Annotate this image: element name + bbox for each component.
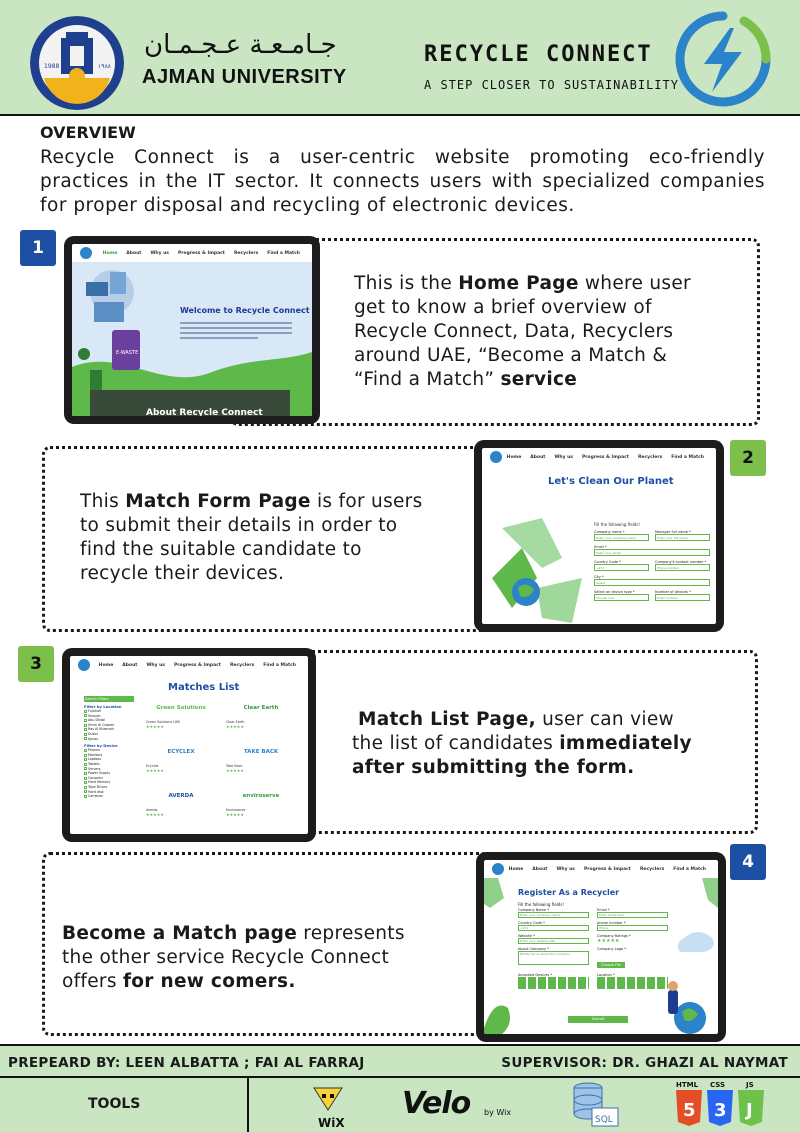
js-label: JS — [746, 1081, 754, 1089]
match-list-tablet — [62, 648, 316, 842]
nav-progress[interactable]: Progress & Impact — [582, 454, 629, 460]
screen-nav — [484, 860, 718, 878]
screen-nav — [72, 244, 312, 262]
credits-bar — [0, 1044, 800, 1078]
company-logo: Green Solutions — [156, 705, 206, 711]
checkbox-icon[interactable] — [84, 763, 87, 766]
filter-option-label: Sharjah — [88, 713, 101, 718]
company-rating-stars[interactable]: ★★★★★ — [597, 938, 620, 944]
register-tablet — [476, 852, 726, 1042]
field-label: Website * — [518, 934, 535, 938]
nav-about[interactable]: About — [126, 250, 142, 256]
company-name-input[interactable]: Enter your company name — [518, 912, 589, 918]
js-glyph: J — [746, 1100, 753, 1121]
wix-logo-icon — [308, 1080, 348, 1132]
filter-sidebar — [84, 696, 134, 799]
nav-find-match[interactable]: Find a Match — [267, 250, 300, 256]
screen-nav — [482, 448, 716, 466]
filter-option-label: Fujairah — [88, 709, 102, 713]
accepted-devices-tags[interactable] — [518, 977, 589, 989]
field-label: Location * — [597, 973, 615, 977]
company-logo: Clear Earth — [243, 705, 279, 711]
nav-home[interactable]: Home — [102, 250, 118, 256]
company-card[interactable] — [146, 740, 216, 780]
field-label: Country Code * — [518, 921, 545, 925]
html-label: HTML — [676, 1081, 699, 1089]
field-label: Company's contact number * — [655, 560, 707, 564]
field-label: Number of devices * — [655, 590, 691, 594]
checkbox-icon[interactable] — [84, 724, 87, 727]
html-css-js-icons — [674, 1078, 770, 1130]
nav-home[interactable]: Home — [98, 662, 114, 668]
field-label: Manager full name * — [655, 530, 691, 534]
register-screen — [484, 860, 718, 1034]
company-rating: ★★★★★ — [226, 724, 244, 729]
country-code-select[interactable]: +971 — [518, 925, 589, 931]
section-3-badge: 3 — [18, 646, 54, 682]
section-1-badge: 1 — [20, 230, 56, 266]
location-filter-list — [84, 709, 134, 741]
email-input[interactable]: Enter your email — [594, 549, 710, 556]
logo-year-left: 1988 — [44, 63, 60, 70]
nav-find-match[interactable]: Find a Match — [673, 866, 706, 872]
nav-home[interactable]: Home — [508, 866, 524, 872]
sql-database-icon — [568, 1078, 620, 1130]
checkbox-icon[interactable] — [84, 728, 87, 731]
velo-logo: Velo — [402, 1086, 471, 1121]
wix-label: WiX — [318, 1116, 345, 1130]
section-2-description: This Match Form Page is for users to submit their details in order to find the suitable candidate to recycle their devices. — [80, 491, 423, 584]
filter-option-label: Hard disk — [88, 789, 104, 794]
sql-label: SQL — [595, 1115, 613, 1125]
location-tags[interactable] — [597, 977, 668, 989]
filter-option[interactable] — [84, 794, 134, 799]
nav-find-match[interactable]: Find a Match — [671, 454, 704, 460]
nav-why-us[interactable]: Why us — [556, 866, 575, 872]
brand-tagline: A STEP CLOSER TO SUSTAINABILITY — [424, 78, 679, 92]
nav-progress[interactable]: Progress & Impact — [174, 662, 221, 668]
home-page-tablet — [64, 236, 320, 424]
field-label: Select an device type * — [594, 590, 635, 594]
checkbox-icon[interactable] — [84, 790, 87, 793]
field-label: Accepted Devices * — [518, 973, 553, 977]
filter-option-label: Monitors — [88, 752, 103, 757]
nav-about[interactable]: About — [532, 866, 548, 872]
css-label: CSS — [710, 1081, 726, 1089]
nav-about[interactable]: About — [530, 454, 546, 460]
section-4-description: Become a Match page represents the other service Recycle Connect offers for new comers. — [62, 923, 405, 992]
filter-option-label: Cameras — [88, 794, 103, 799]
filters-title: Search Filters — [84, 696, 134, 702]
brand-title: RECYCLE CONNECT — [424, 42, 653, 67]
nav-recyclers[interactable]: Recyclers — [639, 866, 665, 872]
company-logo: ECYCLEX — [167, 749, 195, 755]
home-page-screen — [72, 244, 312, 416]
match-list-screen — [70, 656, 308, 834]
field-label: phone number * — [597, 921, 626, 925]
checkbox-icon[interactable] — [84, 733, 87, 736]
nav-recyclers[interactable]: Recyclers — [229, 662, 255, 668]
upload-logo-button[interactable]: Choose File — [597, 962, 625, 968]
recycle-connect-bolt-logo — [674, 10, 772, 108]
supervisor: SUPERVISOR: DR. GHAZI AL NAYMAT — [501, 1055, 788, 1071]
filter-option-label: Dubai — [88, 731, 98, 736]
company-card[interactable] — [146, 784, 216, 824]
mini-logo-icon — [78, 659, 90, 671]
about-company-textarea[interactable]: Briefly tell us about the company — [518, 951, 589, 965]
tools-label: TOOLS — [88, 1096, 141, 1112]
nav-progress[interactable]: Progress & Impact — [584, 866, 631, 872]
register-subtitle: Fill the following fields! — [518, 902, 565, 907]
checkbox-icon[interactable] — [84, 767, 87, 770]
section-4-badge: 4 — [730, 844, 766, 880]
nav-home[interactable]: Home — [506, 454, 522, 460]
phone-input[interactable]: Phone — [597, 925, 668, 931]
nav-about[interactable]: About — [122, 662, 138, 668]
filter-option-label: Servers — [88, 766, 101, 771]
velo-by-wix: by Wix — [484, 1108, 512, 1117]
filter-device-title: Filter by Device — [84, 743, 118, 749]
match-form-tablet — [474, 440, 724, 632]
css3-glyph: 3 — [714, 1100, 727, 1121]
manager-name-input[interactable]: Enter your full name — [655, 534, 710, 541]
company-logo: TAKE BACK — [243, 749, 279, 755]
device-type-select[interactable]: Choose one — [594, 594, 649, 601]
field-label: Company name * — [594, 530, 625, 534]
mini-logo-icon — [492, 863, 504, 875]
form-subtitle: Fill the following fields! — [594, 522, 641, 527]
html5-glyph: 5 — [683, 1100, 696, 1121]
section-1-description: This is the Home Page where user get to know a brief overview of Recycle Connect, Data, Recyclers around UAE, “Become a Match & “Find a Match” service — [354, 273, 691, 390]
email-input[interactable]: Enter email here — [597, 912, 668, 918]
company-card[interactable] — [146, 696, 216, 736]
filter-option-label: Ajman — [88, 736, 99, 741]
company-name: Green Solutions UAE — [146, 720, 180, 724]
prepared-by: PREPEARD BY: LEEN ALBATTA ; FAI AL FARRAJ — [8, 1055, 365, 1071]
tools-divider — [247, 1078, 249, 1132]
field-label: About Company * — [518, 947, 549, 951]
university-logo — [30, 16, 124, 110]
register-heading: Register As a Recycler — [518, 888, 620, 897]
university-name-arabic: جـامـعـة عـجـمـان — [144, 30, 337, 60]
nav-recyclers[interactable]: Recyclers — [233, 250, 259, 256]
filter-option-label: Phones — [88, 748, 100, 753]
website-input[interactable]: Enter your website URL — [518, 938, 589, 944]
form-fields — [594, 530, 710, 601]
checkbox-icon[interactable] — [84, 781, 87, 784]
checkbox-icon[interactable] — [84, 795, 87, 798]
overview-text: Recycle Connect is a user-centric website promoting eco-friendly practices in the IT sector. It connects users with specialized companies for proper disposal and recycling of electronic devices. — [40, 147, 765, 216]
filter-option-label: Ras Al Khaimah — [88, 727, 114, 732]
filter-option-label: Laptops — [88, 757, 102, 762]
field-label: Email * — [597, 908, 610, 912]
filter-option-label: Hard Memory — [88, 780, 111, 785]
company-card[interactable] — [226, 696, 296, 736]
field-label: Country Code * — [594, 560, 621, 564]
nav-why-us[interactable]: Why us — [150, 250, 169, 256]
company-rating: ★★★★★ — [226, 768, 244, 773]
company-name: Take Back — [226, 764, 243, 768]
company-rating: ★★★★★ — [146, 812, 164, 817]
device-count-input[interactable]: Enter number — [655, 594, 710, 601]
mini-logo-icon — [490, 451, 502, 463]
filter-option[interactable] — [84, 737, 134, 742]
company-rating: ★★★★★ — [226, 812, 244, 817]
nav-recyclers[interactable]: Recyclers — [637, 454, 663, 460]
filter-option-label: Tablets — [88, 761, 100, 766]
company-logo: enviroserve — [242, 793, 280, 799]
company-name: Ecyclex — [146, 764, 159, 768]
field-label: City * — [594, 575, 604, 579]
checkbox-icon[interactable] — [84, 714, 87, 717]
tools-bar — [0, 1078, 800, 1132]
company-name: Clear Earth — [226, 720, 245, 724]
filter-option-label: Umm Al Quwain — [88, 722, 115, 727]
company-name: Averda — [146, 808, 158, 812]
home-welcome-heading: Welcome to Recycle Connect — [180, 306, 310, 315]
screen-nav — [70, 656, 308, 674]
company-name-input[interactable]: Enter your company name — [594, 534, 649, 541]
nav-why-us[interactable]: Why us — [146, 662, 165, 668]
university-name-english: AJMAN UNIVERSITY — [142, 66, 347, 88]
checkbox-icon[interactable] — [84, 737, 87, 740]
submit-button[interactable]: Submit — [568, 1016, 628, 1023]
register-fields — [518, 908, 668, 989]
nav-why-us[interactable]: Why us — [554, 454, 573, 460]
contact-number-input[interactable]: Phone number — [655, 564, 710, 571]
company-rating: ★★★★★ — [146, 724, 164, 729]
field-label: Email * — [594, 545, 607, 549]
bin-label: E-WASTE — [116, 350, 139, 356]
company-name: Enviroserve — [226, 808, 246, 812]
filter-option-label: Abu Dhabi — [88, 718, 106, 723]
logo-year-right: ١٩٨٨ — [98, 63, 111, 70]
device-filter-list — [84, 748, 134, 799]
company-card[interactable] — [226, 740, 296, 780]
checkbox-icon[interactable] — [84, 754, 87, 757]
checkbox-icon[interactable] — [84, 758, 87, 761]
section-3-description: Match List Page, user can view the list of candidates immediately after submitting the form. — [352, 709, 692, 778]
checkbox-icon[interactable] — [84, 777, 87, 780]
company-card[interactable] — [226, 784, 296, 824]
filter-option-label: Consoles — [88, 775, 103, 780]
checkbox-icon[interactable] — [84, 772, 87, 775]
mini-logo-icon — [80, 247, 92, 259]
form-heading: Let's Clean Our Planet — [548, 476, 674, 487]
header — [0, 0, 800, 116]
filter-option-label: Tape Drives — [88, 784, 108, 789]
filter-option-label: Power Supply — [88, 771, 111, 776]
recycle-symbol-illustration — [482, 508, 592, 624]
company-rating: ★★★★★ — [146, 768, 164, 773]
section-2-badge: 2 — [730, 440, 766, 476]
country-code-select[interactable]: +971 — [594, 564, 649, 571]
match-form-screen — [482, 448, 716, 624]
nav-progress[interactable]: Progress & Impact — [178, 250, 225, 256]
checkbox-icon[interactable] — [84, 719, 87, 722]
field-label: Company Ratings * — [597, 934, 631, 938]
filter-location-title: Filter by Location — [84, 704, 122, 709]
overview-title: OVERVIEW — [40, 123, 136, 142]
company-grid — [146, 696, 296, 824]
checkbox-icon[interactable] — [84, 786, 87, 789]
home-welcome-body — [180, 322, 292, 344]
checkbox-icon[interactable] — [84, 749, 87, 752]
city-select[interactable]: Select — [594, 579, 710, 586]
field-label: Company Name * — [518, 908, 549, 912]
nav-find-match[interactable]: Find a Match — [263, 662, 296, 668]
matches-list-heading: Matches List — [168, 682, 240, 693]
home-about-heading: About Recycle Connect — [146, 408, 263, 416]
company-logo: AVERDA — [168, 793, 194, 799]
field-label: Company Logo * — [597, 947, 627, 951]
checkbox-icon[interactable] — [84, 710, 87, 713]
